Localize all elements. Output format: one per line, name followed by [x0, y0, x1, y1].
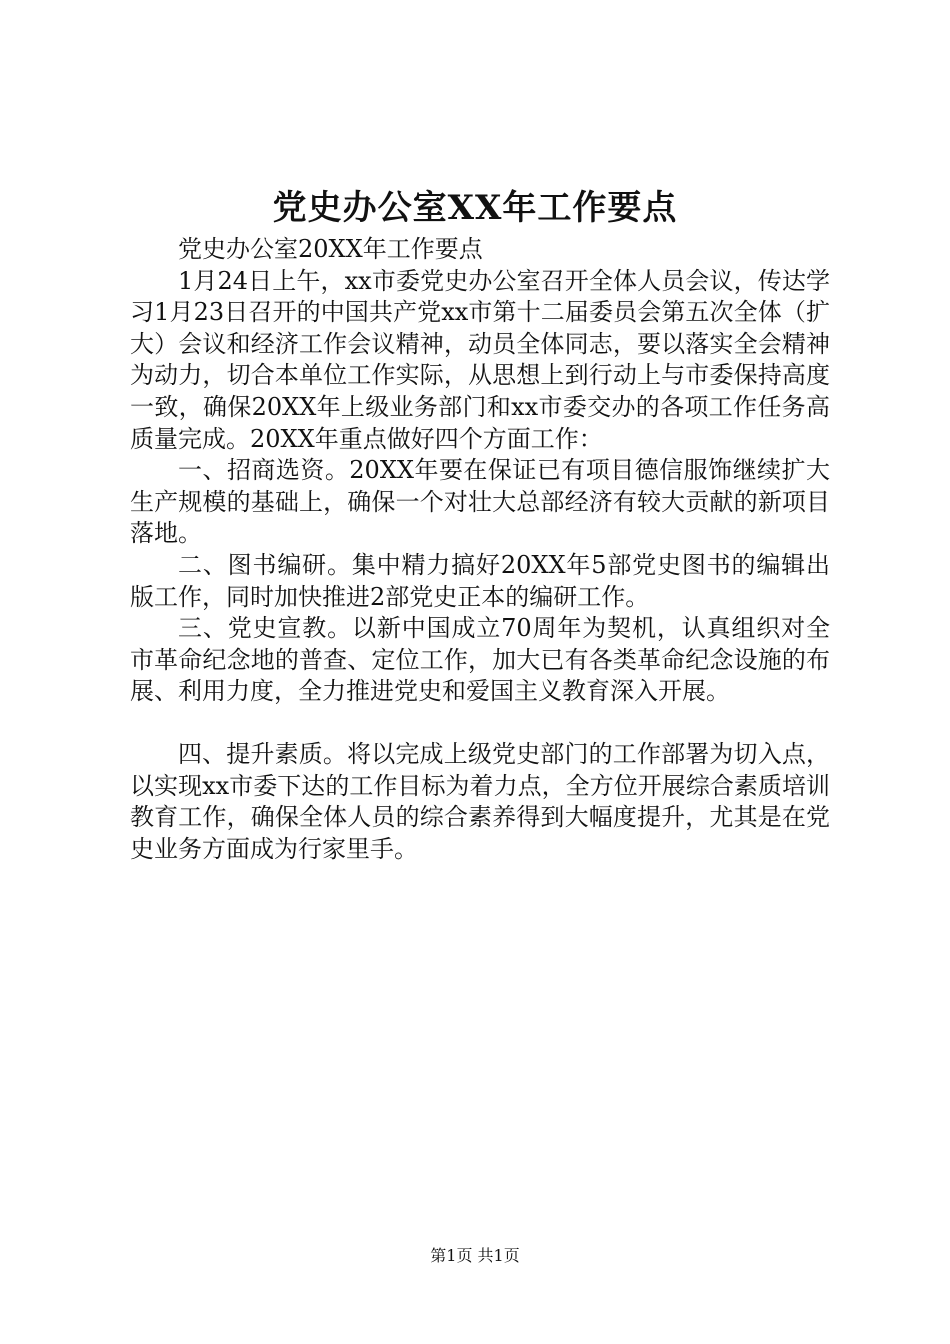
document-title: 党史办公室XX年工作要点	[272, 188, 678, 228]
point-2-paragraph: 二、图书编研。集中精力搞好20XX年5部党史图书的编辑出版工作，同时加快推进2部党史正本的编研工作。	[130, 550, 830, 611]
point-1-paragraph: 一、招商选资。20XX年要在保证已有项目德信服饰继续扩大生产规模的基础上，确保一个对壮大总部经济有较大贡献的新项目落地。	[130, 456, 830, 548]
intro-paragraph: 1月24日上午，xx市委党史办公室召开全体人员会议，传达学习1月23日召开的中国共产党xx市第十二届委员会第五次全体（扩大）会议和经济工作会议精神，动员全体同志，要以落实全会精神为动力，切合本单位工作实际，从思想上到行动上与市委保持高度一致，确保20XX年上级业务部门和xx市委交办的各项工作任务高质量完成。20XX年重点做好四个方面工作：	[130, 266, 830, 453]
document-subtitle: 党史办公室20XX年工作要点	[178, 235, 483, 263]
point-3-paragraph: 三、党史宣教。以新中国成立70周年为契机，认真组织对全市革命纪念地的普查、定位工作，加大已有各类革命纪念设施的布展、利用力度，全力推进党史和爱国主义教育深入开展。	[130, 614, 830, 706]
point-4-paragraph: 四、提升素质。将以完成上级党史部门的工作部署为切入点，以实现xx市委下达的工作目标为着力点，全方位开展综合素质培训教育工作，确保全体人员的综合素养得到大幅度提升，尤其是在党史业务方面成为行家里手。	[130, 739, 830, 863]
page-footer: 第1页 共1页	[430, 1246, 520, 1265]
document-body	[130, 234, 830, 865]
